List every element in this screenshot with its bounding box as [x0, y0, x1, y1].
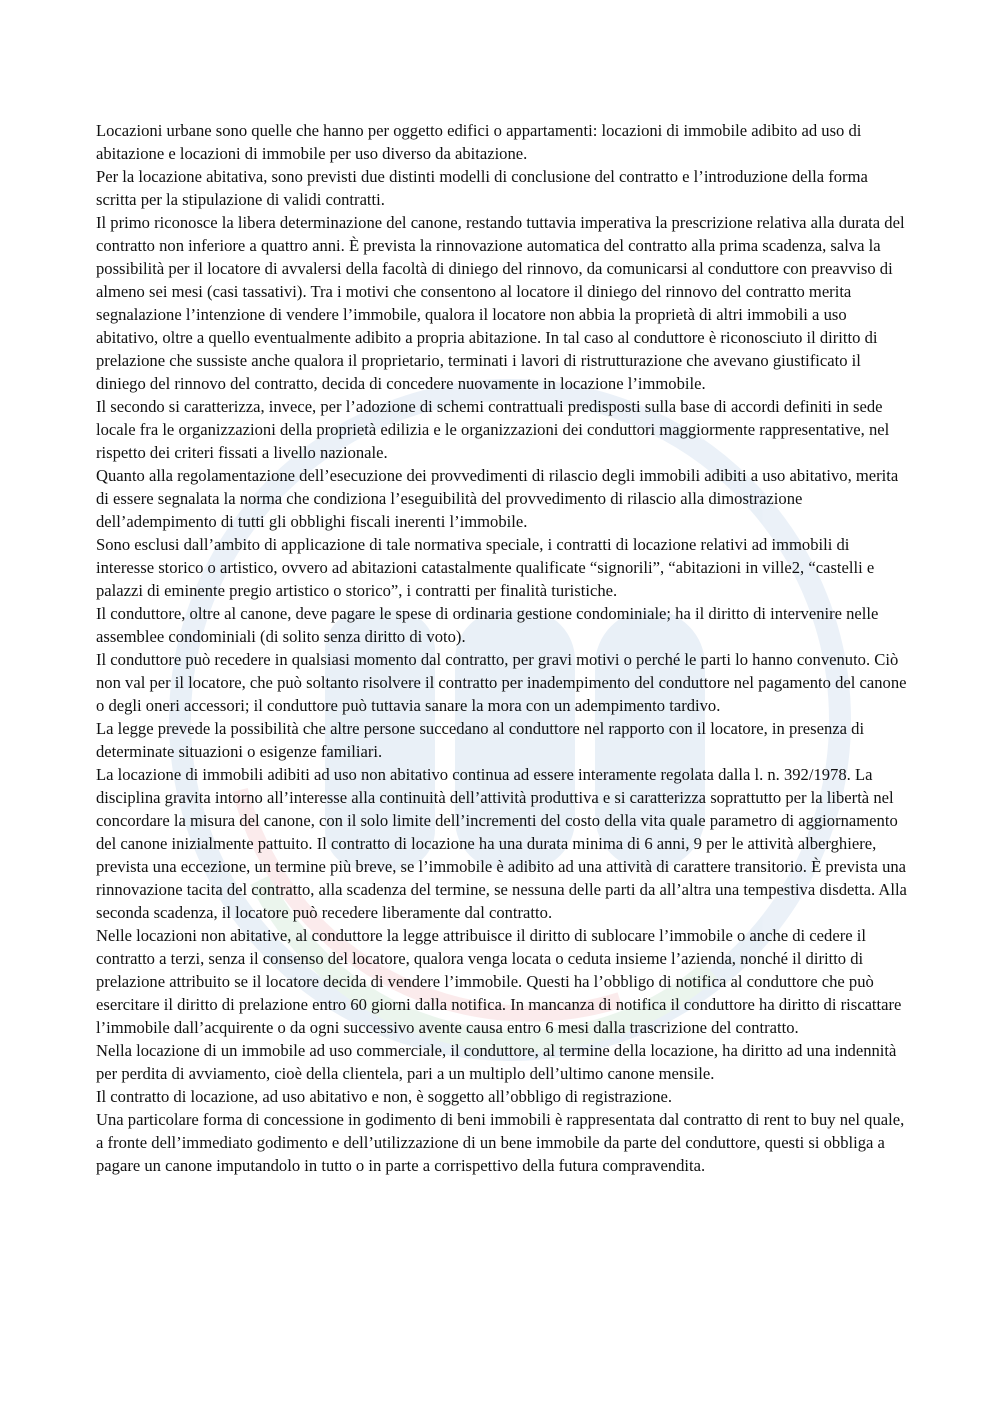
paragraph: Una particolare forma di concessione in godimento di beni immobili è rappresentata dal contratto di rent to buy nel quale, a fronte dell’immediato godimento e dell’utilizzazione di un bene immobile da parte del conduttore, questi si obbliga a pagare un canone imputandolo in tutto o in parte a corrispettivo della futura compravendita.	[96, 1110, 905, 1175]
paragraph: La legge prevede la possibilità che altre persone succedano al conduttore nel rapporto con il locatore, in presenza di determinate situazioni o esigenze familiari.	[96, 719, 865, 761]
paragraph: Il conduttore può recedere in qualsiasi momento dal contratto, per gravi motivi o perché le parti lo hanno convenuto. Ciò non val per il locatore, che può soltanto risolvere il contratto per inadempimento del conduttore nel pagamento del canone o degli oneri accessori; il conduttore può tuttavia sanare la mora con un adempimento tardivo.	[96, 650, 907, 715]
paragraph: La locazione di immobili adibiti ad uso non abitativo continua ad essere interamente regolata dalla l. n. 392/1978. La disciplina gravita intorno all’interesse alla continuità dell’attività produttiva e si caratterizza soprattutto per la libertà nel concordare la misura del canone, con il solo limite dell’incrementi del costo della vita quale parametro di aggiornamento del canone inizialmente pattuito. Il contratto di locazione ha una durata minima di 6 anni, 9 per le attività alberghiere, prevista una eccezione, un termine più breve, se l’immobile è adibito ad una attività di carattere transitorio. È prevista una rinnovazione tacita del contratto, alla scadenza del termine, se nessuna delle parti da all’altra una tempestiva disdetta. Alla seconda scadenza, il locatore può recedere liberamente dal contratto.	[96, 765, 907, 922]
document-body	[96, 119, 911, 1177]
paragraph: Sono esclusi dall’ambito di applicazione di tale normativa speciale, i contratti di locazione relativi ad immobili di interesse storico o artistico, ovvero ad abitazioni catastalmente qualificate “signorili”, “abitazioni in ville2, “castelli e palazzi di eminente pregio artistico o storico”, i contratti per finalità turistiche.	[96, 535, 875, 600]
paragraph: Il secondo si caratterizza, invece, per l’adozione di schemi contrattuali predisposti sulla base di accordi definiti in sede locale fra le organizzazioni della proprietà edilizia e le organizzazioni dei conduttori maggiormente rappresentative, nel rispetto dei criteri fissati a livello nazionale.	[96, 397, 890, 462]
paragraph: Il contratto di locazione, ad uso abitativo e non, è soggetto all’obbligo di registrazione.	[96, 1087, 673, 1106]
paragraph: Quanto alla regolamentazione dell’esecuzione dei provvedimenti di rilascio degli immobili adibiti a uso abitativo, merita di essere segnalata la norma che condiziona l’eseguibilità del provvedimento di rilascio alla dimostrazione dell’adempimento di tutti gli obblighi fiscali inerenti l’immobile.	[96, 466, 899, 531]
paragraph: Il primo riconosce la libera determinazione del canone, restando tuttavia imperativa la prescrizione relativa alla durata del contratto non inferiore a quattro anni. È prevista la rinnovazione automatica del contratto alla prima scadenza, salva la possibilità per il locatore di avvalersi della facoltà di diniego del rinnovo, da comunicarsi al conduttore con preavviso di almeno sei mesi (casi tassativi). Tra i motivi che consentono al locatore il diniego del rinnovo del contratto merita segnalazione l’intenzione di vendere l’immobile, qualora il locatore non abbia la proprietà di altri immobili a uso abitativo, oltre a quello eventualmente adibito a propria abitazione. In tal caso al conduttore è riconosciuto il diritto di prelazione che sussiste anche qualora il proprietario, terminati i lavori di ristrutturazione che avevano giustificato il diniego del rinnovo del contratto, decida di concedere nuovamente in locazione l’immobile.	[96, 213, 905, 393]
paragraph: Per la locazione abitativa, sono previsti due distinti modelli di conclusione del contratto e l’introduzione della forma scritta per la stipulazione di validi contratti.	[96, 167, 868, 209]
paragraph: Il conduttore, oltre al canone, deve pagare le spese di ordinaria gestione condominiale; ha il diritto di intervenire nelle assemblee condominiali (di solito senza diritto di voto).	[96, 604, 879, 646]
paragraph: Nella locazione di un immobile ad uso commerciale, il conduttore, al termine della locazione, ha diritto ad una indennità per perdita di avviamento, cioè della clientela, pari a un multiplo dell’ultimo canone mensile.	[96, 1041, 897, 1083]
paragraph: Nelle locazioni non abitative, al conduttore la legge attribuisce il diritto di sublocare l’immobile o anche di cedere il contratto a terzi, senza il consenso del locatore, qualora venga locata o ceduta insieme l’azienda, nonché il diritto di prelazione attribuito se il locatore decida di vendere l’immobile. Questi ha l’obbligo di notifica al conduttore che può esercitare il diritto di prelazione entro 60 giorni dalla notifica. In mancanza di notifica il conduttore ha diritto di riscattare l’immobile dall’acquirente o da ogni successivo avente causa entro 6 mesi dalla trascrizione del contratto.	[96, 926, 902, 1037]
paragraph: Locazioni urbane sono quelle che hanno per oggetto edifici o appartamenti: locazioni di immobile adibito ad uso di abitazione e locazioni di immobile per uso diverso da abitazione.	[96, 121, 862, 163]
